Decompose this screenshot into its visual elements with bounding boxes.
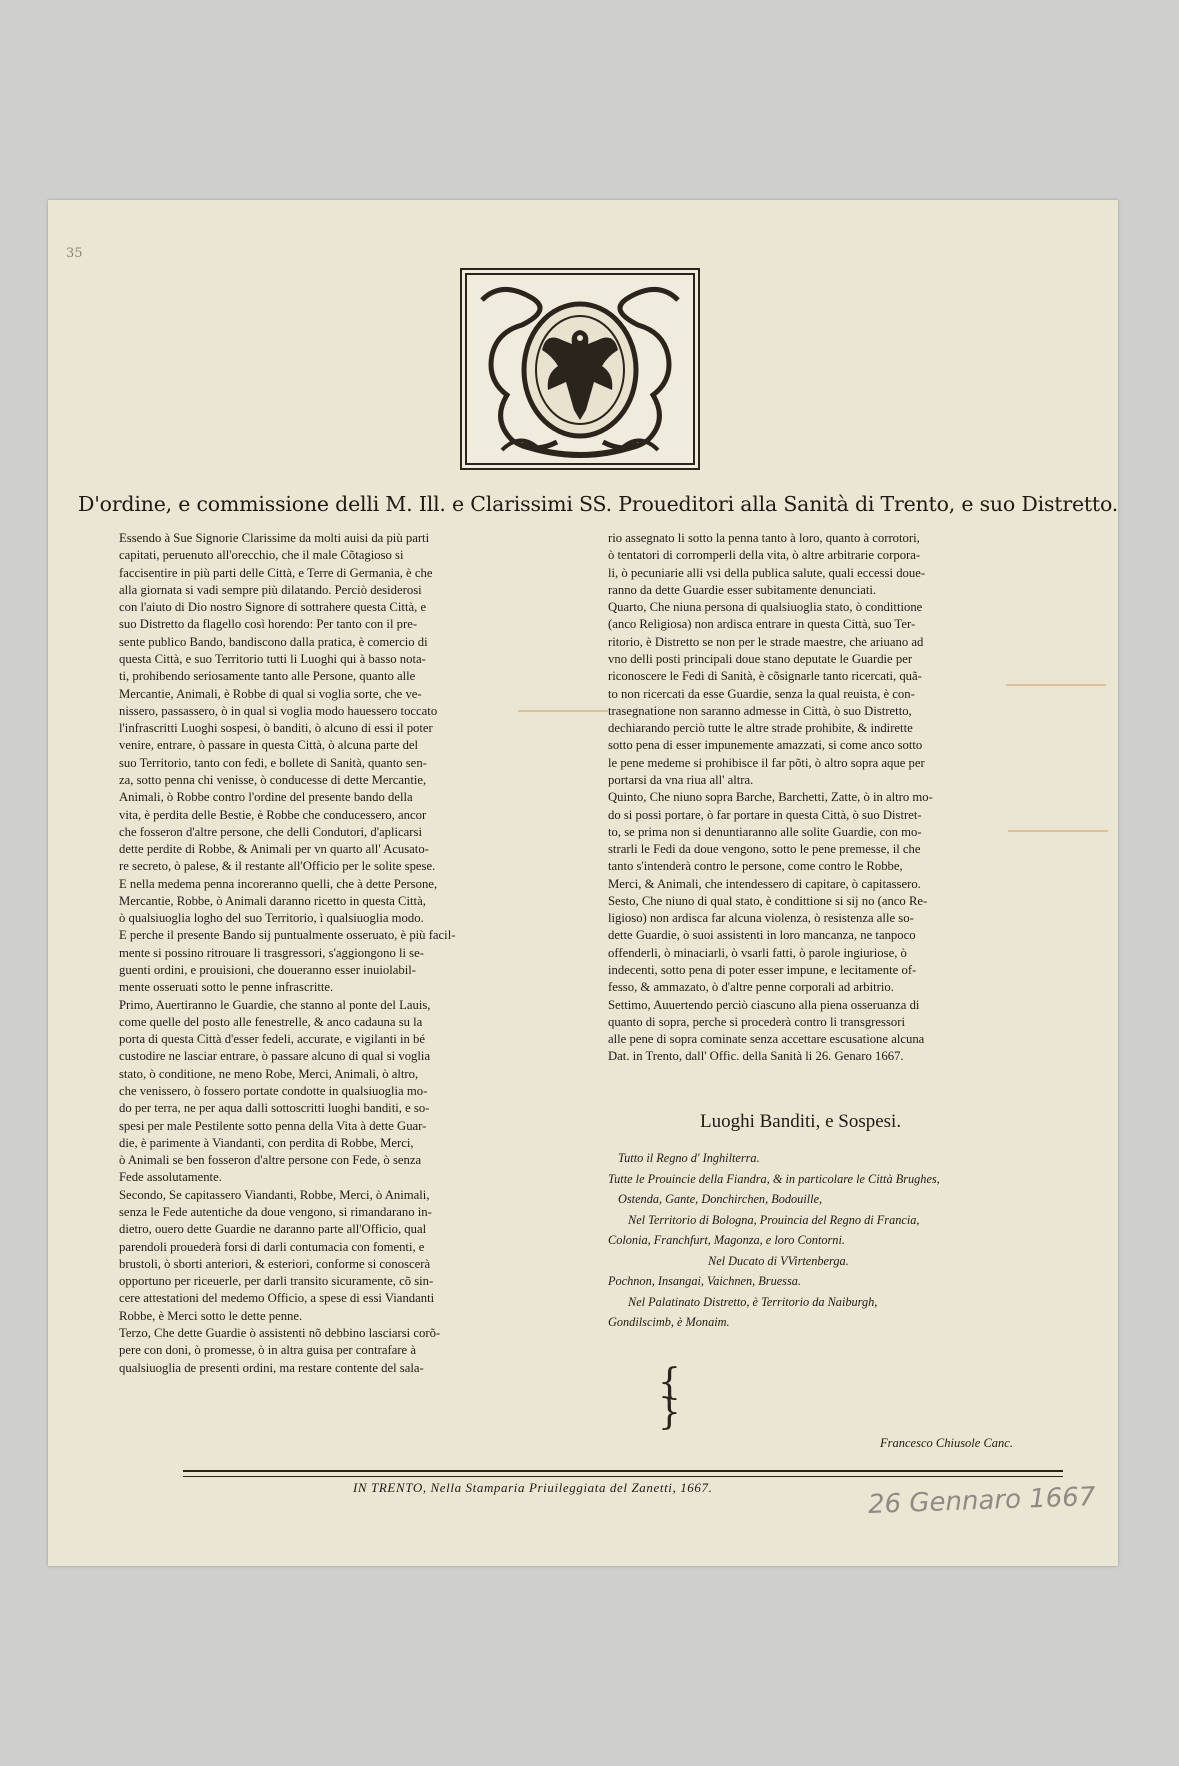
text-line: porta di questa Città d'esser fedeli, accurate, e vigilanti in bé [119,1032,425,1047]
text-line: faccisentire in più parti delle Città, e Terre di Germania, è che [119,565,433,580]
text-line: suo Distretto da flagello così horendo: Per tanto con il pre- [119,617,418,632]
text-line: suo Territorio, tanto con fedi, e bollete di Sanità, quanto sen- [119,755,427,770]
eagle-crest-icon [462,270,698,468]
text-line: sotto pena di esser impunemente amazzati, si come anco sotto [608,738,923,753]
handwritten-date: 26 Gennaro 1667 [867,1482,1096,1520]
text-line: con l'aiuto di Dio nostro Signore di sottrahere questa Città, e [119,600,427,615]
text-line: vita, è perdita delle Bestie, è Robbe che conducessero, ancor [119,807,427,822]
document-sheet [48,200,1118,1566]
text-line: Terzo, Che dette Guardie ò assistenti nõ debbino lasciarsi corõ- [119,1325,441,1340]
text-line: Secondo, Se capitassero Viandanti, Robbe, Merci, ò Animali, [119,1187,430,1202]
text-column-right [608,530,1056,1066]
text-line: Dat. in Trento, dall' Offic. della Sanità li 26. Genaro 1667. [608,1049,904,1064]
text-line: alla giornata si vadi sempre più dilatando. Perciò desiderosi [119,582,422,597]
text-line: ranno da dette Guardie esser subitamente denunciati. [608,582,877,597]
signature: Francesco Chiusole Canc. [880,1436,1013,1450]
text-line: capitati, peruenuto all'orecchio, che il male Cõtagioso si [119,548,404,563]
text-line: spesi per male Pestilente sotto penna della Vita à dette Guar- [119,1118,427,1133]
text-line: Quarto, Che niuna persona di qualsiuoglia stato, ò condittione [608,600,923,615]
text-line: custodire ne lasciar entrare, ò passare alcuno di qual si voglia [119,1049,431,1064]
banned-places-list [608,1148,1068,1333]
printer-imprint: IN TRENTO, Nella Stamparia Priuileggiata del Zanetti, 1667. [353,1480,713,1495]
text-line: dietro, ouero dette Guardie ne daranno parte all'Officio, qual [119,1222,427,1237]
divider-rule-thin [183,1476,1063,1477]
text-line: trasegnatione non saranno admesse in Città, ò suo Distretto, [608,703,912,718]
text-line: ti, prohibendo seriosamente tanto alle Persone, quanto alle [119,669,416,684]
text-line: sente publico Bando, bandiscono dalla pratica, è comercio di [119,634,428,649]
banned-place-line: Nel Territorio di Bologna, Prouincia del Regno di Francia, [628,1212,920,1227]
text-line: l'infrascritti Luoghi sospesi, ò banditi, ò alcuno di essi il poter [119,721,433,736]
text-line: mente osseruati sotto le penne infrascritte. [119,980,334,995]
banned-place-line: Tutte le Prouincie della Fiandra, & in particolare le Città Brughes, [608,1171,940,1186]
text-line: Mercantie, Animali, è Robbe di qual si voglia sorte, che ve- [119,686,422,701]
text-line: alle pene di sopra cominate senza accettare escusatione alcuna [608,1032,925,1047]
banned-place-line: Ostenda, Gante, Donchirchen, Bodouille, [618,1192,823,1206]
text-line: ligioso) non ardisca far alcuna violenza, ò resistenza alle so- [608,911,914,926]
text-line: qualsiuoglia de presenti ordini, ma restare contente del sala- [119,1360,424,1375]
text-line: vno delli posti principali doue stano deputate le Guardie per [608,651,913,666]
text-line: do per terra, ne per aqua dalli sottoscritti luoghi banditi, e so- [119,1101,430,1116]
text-line: Animali, ò Robbe contro l'ordine del presente bando della [119,790,413,805]
text-line: die, è parimente à Viandanti, con perdita di Robbe, Merci, [119,1135,414,1150]
text-line: Robbe, è Merci sotto le dette penne. [119,1308,303,1323]
text-line: rio assegnato li sotto la penna tanto à loro, quanto à corrotori, [608,531,920,545]
divider-rule [183,1470,1063,1472]
text-line: che fosseron d'altre persone, che delli Condutori, d'aplicarsi [119,824,422,839]
folio-number: 35 [66,246,83,261]
text-line: mente si possino ritrouare li trasgressori, s'aggiongono li se- [119,945,424,960]
stain-mark [1006,684,1106,686]
text-line: dechiarando perciò tutte le altre strade prohibite, & indirette [608,721,913,736]
text-line: ritorio, è Distretto se non per le strade maestre, che ariuano ad [608,634,924,649]
text-line: to, se prima non si denuntiaranno alle solite Guardie, con mo- [608,824,922,839]
text-line: dette perdite di Robbe, & Animali per vn quarto all' Acusato- [119,842,429,857]
banned-place-line: Tutto il Regno d' Inghilterra. [618,1151,760,1165]
text-line: ò qualsiuoglia logho del suo Territorio, ì qualsiuoglia modo. [119,911,424,926]
banned-place-line: Pochnon, Insangai, Vaichnen, Bruessa. [608,1274,801,1288]
stain-mark [1008,830,1108,832]
text-line: to non ricercati da esse Guardie, senza la qual reuista, è con- [608,686,915,701]
text-line: come quelle del posto alle fenestrelle, & anco cadauna su la [119,1014,423,1029]
banned-place-line: Nel Ducato di VVirtenberga. [708,1253,849,1268]
text-line: portarsi da vna riua all' altra. [608,772,754,787]
stain-mark [518,710,608,712]
text-line: Mercantie, Robbe, ò Animali daranno ricetto in questa Città, [119,893,426,908]
text-line: offenderli, ò minaciarli, ò vsarli fatti, ò parole ingiuriose, ò [608,945,907,960]
text-line: senza le Fede autentiche da doue vengono, si rimandarano in- [119,1204,432,1219]
coat-of-arms-woodcut [460,268,700,470]
text-line: E nella medema penna incoreranno quelli, che à dette Persone, [119,876,438,891]
text-line: questa Città, e suo Territorio tutti li Luoghi qui à basso nota- [119,651,426,666]
text-line: riconoscere le Fedi di Sanità, è cõsignarle tanto ricercati, quã- [608,669,922,684]
text-line: Primo, Auertiranno le Guardie, che stanno al ponte del Lauis, [119,997,431,1012]
text-line: Sesto, Che niuno di qual stato, è condittione si sij no (anco Re- [608,893,928,908]
text-line: Quinto, Che niuno sopra Barche, Barchetti, Zatte, ò in altro mo- [608,790,933,805]
text-line: do si possi portare, ò far portare in questa Città, ò suo Distret- [608,807,922,822]
decorative-brace-icon: { } [658,1362,681,1433]
text-line: re secreto, ò palese, & il restante all'Officio per le solite spese. [119,859,436,874]
text-line: Fede assolutamente. [119,1170,222,1185]
banned-place-line: Colonia, Franchfurt, Magonza, e loro Contorni. [608,1233,845,1247]
text-line: ò Animali se ben fosseron d'altre persone con Fede, ò senza [119,1153,422,1168]
text-line: Essendo à Sue Signorie Clarissime da molti auisi da più parti [119,531,430,545]
banned-place-line: Nel Palatinato Distretto, è Territorio da Naiburgh, [628,1294,878,1309]
proclamation-title: D'ordine, e commissione delli M. Ill. e Clarissimi SS. Proueditori alla Sanità di Trento, e suo Distretto. [78,492,1119,516]
text-line: ò tentatori di corromperli della vita, ò altre arbitrarie corpora- [608,548,921,563]
text-line: strarli le Fedi da doue vengono, sotto le pene premesse, il che [608,842,921,857]
text-line: parendoli prouederà forsi di darli contumacia con fomenti, e [119,1239,425,1254]
text-line: indecenti, sotto pena di poter esser impune, e lecitamente of- [608,963,917,978]
text-line: fesso, & ammazato, ò d'altre penne corporali ad arbitrio. [608,980,894,995]
text-line: pere con doni, ò promesse, ò in altra guisa per contrafare à [119,1343,416,1358]
text-line: dette Guardie, ò suoi assistenti in loro mancanza, ne tanpoco [608,928,916,943]
text-line: le pene medeme si prohibisce il far põti, ò altro sopra aque per [608,755,925,770]
text-column-left [119,530,579,1377]
text-line: guenti ordini, e prouisioni, che doueranno esser inuiolabil- [119,963,417,978]
text-line: Settimo, Auuertendo perciò ciascuno alla piena osseruanza di [608,997,920,1012]
text-line: opportuno per riceuerle, per darli transito sicuramente, cõ sin- [119,1274,434,1289]
text-line: cere attestationi del medemo Officio, a spese di essi Viandanti [119,1291,435,1306]
text-line: li, ò pecuniarie alli vsi della publica salute, quali eccessi doue- [608,565,926,580]
text-line: venire, entrare, ò passare in questa Città, ò alcuna parte del [119,738,419,753]
text-line: che venissero, ò fossero portate condotte in qualsiuoglia mo- [119,1084,428,1098]
banned-place-line: Gondilscimb, è Monaim. [608,1315,730,1329]
text-line: tanto s'intenderà contro le persone, come contro le Robbe, [608,859,903,874]
places-heading: Luoghi Banditi, e Sospesi. [700,1111,902,1132]
text-line: quanto di sopra, perche si procederà contro li transgressori [608,1014,905,1029]
text-line: za, sotto penna chi venisse, ò conducesse di dette Mercantie, [119,772,427,787]
text-line: brustoli, ò sborti anteriori, & esteriori, conforme si conoscerà [119,1256,431,1271]
text-line: nissero, passassero, ò in qual si voglia modo hauessero toccato [119,703,438,718]
text-line: stato, ò conditione, ne meno Robe, Merci, Animali, ò altro, [119,1066,419,1081]
text-line: E perche il presente Bando sij puntualmente osseruato, è più facil- [119,928,456,943]
text-line: Merci, & Animali, che intendessero di capitare, ò capitassero. [608,876,921,891]
text-line: (anco Religiosa) non ardisca entrare in questa Città, suo Ter- [608,617,916,632]
